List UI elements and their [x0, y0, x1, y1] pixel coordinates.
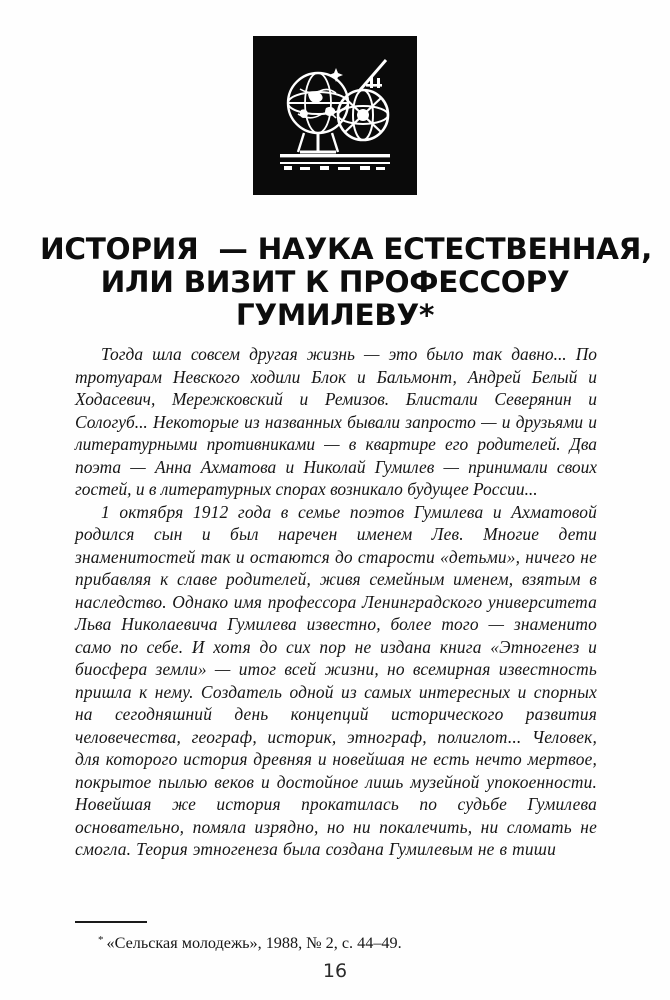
chapter-title [40, 231, 652, 332]
chapter-title-line-2: ИЛИ ВИЗИТ К ПРОФЕССОРУ [100, 264, 570, 299]
vignette-frame [253, 36, 417, 195]
paragraph-1: Тогда шла совсем другая жизнь — это было так давно... По тротуарам Невского ходили Блок и Бальмонт, Андрей Белый и Ходасевич, Мережковский и Ремизов. Блистали Северянин и Сологуб... Некоторые из названных бывали запросто — и друзьями и литературными противниками — в квартире его родителей. Два поэта — Анна Ахматова и Николай Гумилев — принимали своих гостей, и в литературных спорах возникало будущее России... [75, 344, 597, 499]
footnote-separator-rule [75, 921, 147, 923]
paragraph-2: 1 октября 1912 года в семье поэтов Гумилева и Ахматовой родился сын и был наречен именем Лев. Многие дети знаменитостей так и остаются до старости «детьми», ничего не прибавляя к славе родителей, живя семейным именем, взятым в наследство. Однако имя профессора Ленинградского университета Льва Николаевича Гумилева известно, более того — знаменито само по себе. И хотя до сих пор не издана книга «Этногенез и биосфера земли» — итог всей жизни, но всемирная известность пришла к нему. Создатель одной из самых интересных и спорных на сегодняшний день концепций исторического развития человечества, географ, историк, этнограф, полиглот... Человек, для которого история древняя и новейшая не есть нечто мертвое, покрытое пылью веков и достойное лишь музейной упокоенности. Новейшая же история прокатилась по судьбе Гумилева основательно, помяла изрядно, но ни покалечить, ни сломать не смогла. Теория этногенеза была создана Гумилевым не в тиши [75, 501, 597, 859]
globe-armillary-sphere-woodcut-icon [274, 56, 396, 176]
footnote [75, 921, 597, 953]
chapter-title-line-1: ИСТОРИЯ — НАУКА ЕСТЕСТВЕННАЯ, [40, 231, 652, 266]
footnote-row [75, 930, 597, 953]
chapter-title-line-3: ГУМИЛЕВУ* [235, 297, 435, 332]
page-number: 16 [322, 960, 348, 982]
footnote-marker: * [98, 933, 104, 946]
footnote-text: «Сельская молодежь», 1988, № 2, с. 44–49. [106, 933, 402, 952]
chapter-vignette [0, 36, 670, 195]
body-text [75, 343, 597, 861]
